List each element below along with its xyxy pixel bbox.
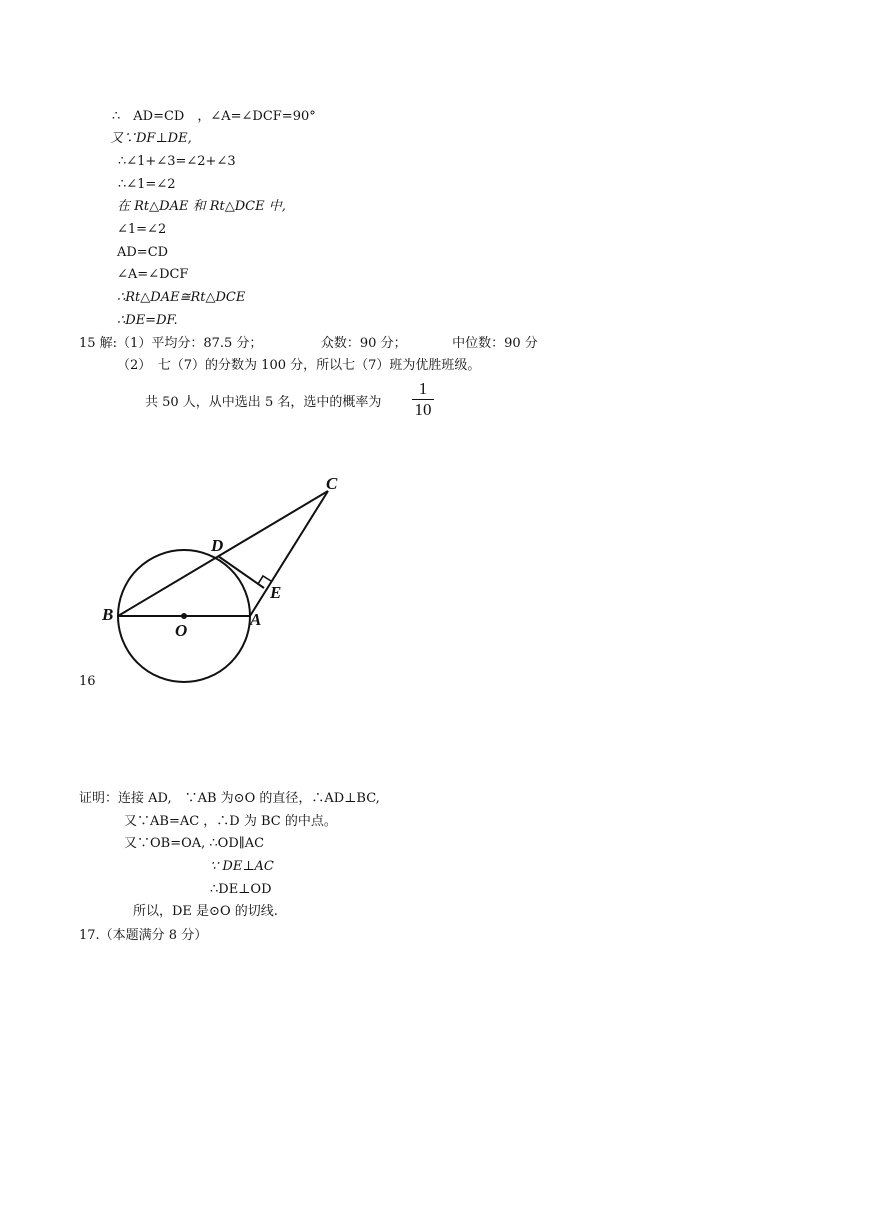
q15-line-1: 15 解:（1）平均分：87.5 分； 众数：90 分； 中位数：90 分 (79, 336, 538, 351)
label-a: A (250, 610, 262, 629)
label-o: O (175, 621, 188, 640)
proof14-line-7: AD=CD (117, 245, 169, 260)
q16-line-1: 证明：连接 AD, ∵AB 为⊙O 的直径，∴AD⊥BC, (79, 791, 380, 806)
label-c: C (326, 474, 338, 493)
proof14-line-1: ∴ AD=CD ，∠A=∠DCF=90° (112, 109, 316, 124)
q15-line-3: 共 50 人，从中选出 5 名，选中的概率为 (145, 395, 382, 410)
proof14-line-2: 又∵DF⊥DE, (110, 131, 192, 146)
proof14-line-10: ∴DE=DF. (117, 313, 178, 328)
proof14-line-6: ∠1=∠2 (117, 222, 167, 237)
proof14-line-5: 在 Rt△DAE 和 Rt△DCE 中, (117, 199, 286, 214)
q16-line-4: ∵ DE⊥AC (210, 859, 274, 874)
proof14-line-9: ∴Rt△DAE≅Rt△DCE (117, 290, 246, 305)
segment-ac (250, 491, 328, 616)
q16-number: 16 (79, 674, 96, 689)
label-d: D (211, 536, 224, 555)
q16-line-2: 又∵AB=AC ，∴D 为 BC 的中点。 (124, 814, 337, 829)
fraction-numerator: 1 (418, 379, 428, 398)
label-b: B (102, 605, 114, 624)
proof14-line-3: ∴∠1+∠3=∠2+∠3 (118, 154, 236, 169)
center-point-o (181, 613, 187, 619)
q17-heading: 17.（本题满分 8 分） (79, 928, 208, 943)
proof14-line-8: ∠A=∠DCF (117, 267, 189, 282)
label-e: E (270, 583, 282, 602)
q16-line-5: ∴DE⊥OD (210, 882, 272, 897)
proof14-line-4: ∴∠1=∠2 (118, 177, 176, 192)
q16-line-6: 所以，DE 是⊙O 的切线. (133, 904, 278, 919)
fraction-denominator: 10 (414, 400, 432, 419)
q15-line-2: （2） 七（7）的分数为 100 分，所以七（7）班为优胜班级。 (117, 358, 481, 373)
q16-line-3: 又∵OB=OA, ∴OD∥AC (124, 836, 265, 851)
